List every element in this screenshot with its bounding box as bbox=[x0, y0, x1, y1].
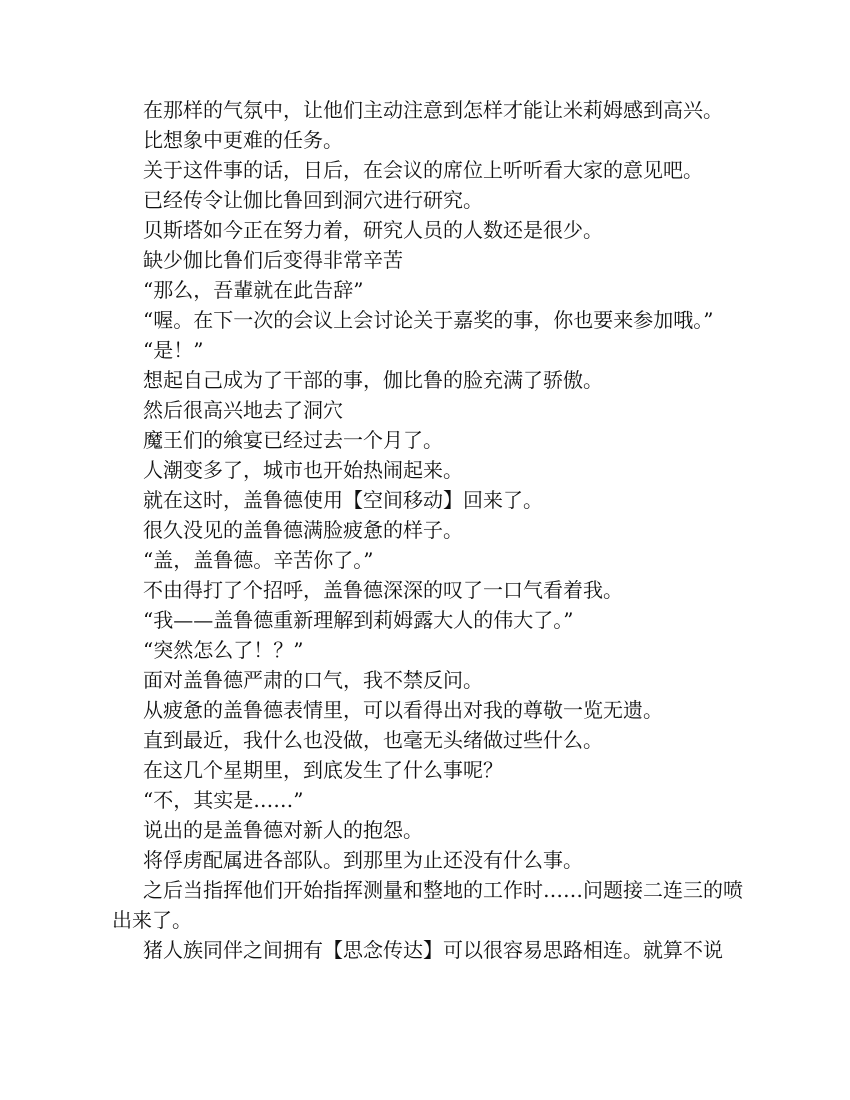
paragraph: 比想象中更难的任务。 bbox=[143, 128, 343, 152]
body-text bbox=[112, 95, 752, 965]
paragraph: 想起自己成为了干部的事，伽比鲁的脸充满了骄傲。 bbox=[143, 368, 603, 392]
paragraph: 在那样的气氛中，让他们主动注意到怎样才能让米莉姆感到高兴。 bbox=[143, 98, 723, 122]
paragraph: 很久没见的盖鲁德满脸疲惫的样子。 bbox=[143, 518, 463, 542]
paragraph: 面对盖鲁德严肃的口气，我不禁反问。 bbox=[143, 668, 483, 692]
paragraph: 不由得打了个招呼，盖鲁德深深的叹了一口气看着我。 bbox=[143, 578, 623, 602]
paragraph: 就在这时，盖鲁德使用【空间移动】回来了。 bbox=[143, 488, 543, 512]
paragraph: 缺少伽比鲁们后变得非常辛苦 bbox=[143, 248, 403, 272]
paragraph: 已经传令让伽比鲁回到洞穴进行研究。 bbox=[143, 188, 483, 212]
paragraph: “我——盖鲁德重新理解到莉姆露大人的伟大了。” bbox=[143, 608, 574, 632]
paragraph: 直到最近，我什么也没做，也毫无头绪做过些什么。 bbox=[143, 728, 603, 752]
paragraph: 猪人族同伴之间拥有【思念传达】可以很容易思路相连。就算不说 bbox=[143, 938, 723, 962]
paragraph: 在这几个星期里，到底发生了什么事呢？ bbox=[143, 758, 503, 782]
paragraph: 关于这件事的话，日后，在会议的席位上听听看大家的意见吧。 bbox=[143, 158, 703, 182]
paragraph: 然后很高兴地去了洞穴 bbox=[143, 398, 343, 422]
paragraph: 贝斯塔如今正在努力着，研究人员的人数还是很少。 bbox=[143, 218, 603, 242]
paragraph: “是！” bbox=[143, 338, 204, 362]
paragraph: “突然怎么了！？” bbox=[143, 638, 304, 662]
paragraph: 从疲惫的盖鲁德表情里，可以看得出对我的尊敬一览无遗。 bbox=[143, 698, 663, 722]
paragraph: “喔。在下一次的会议上会讨论关于嘉奖的事，你也要来参加哦。” bbox=[143, 308, 714, 332]
paragraph: 说出的是盖鲁德对新人的抱怨。 bbox=[143, 818, 423, 842]
paragraph: 魔王们的飨宴已经过去一个月了。 bbox=[143, 428, 443, 452]
paragraph: 之后当指挥他们开始指挥测量和整地的工作时……问题接二连三的喷出来了。 bbox=[112, 878, 743, 932]
paragraph: “那么，吾輩就在此告辞” bbox=[143, 278, 364, 302]
paragraph: 将俘虏配属进各部队。到那里为止还没有什么事。 bbox=[143, 848, 583, 872]
paragraph: “盖，盖鲁德。辛苦你了。” bbox=[143, 548, 374, 572]
paragraph: “不，其实是……” bbox=[143, 788, 304, 812]
paragraph: 人潮变多了，城市也开始热闹起来。 bbox=[143, 458, 463, 482]
